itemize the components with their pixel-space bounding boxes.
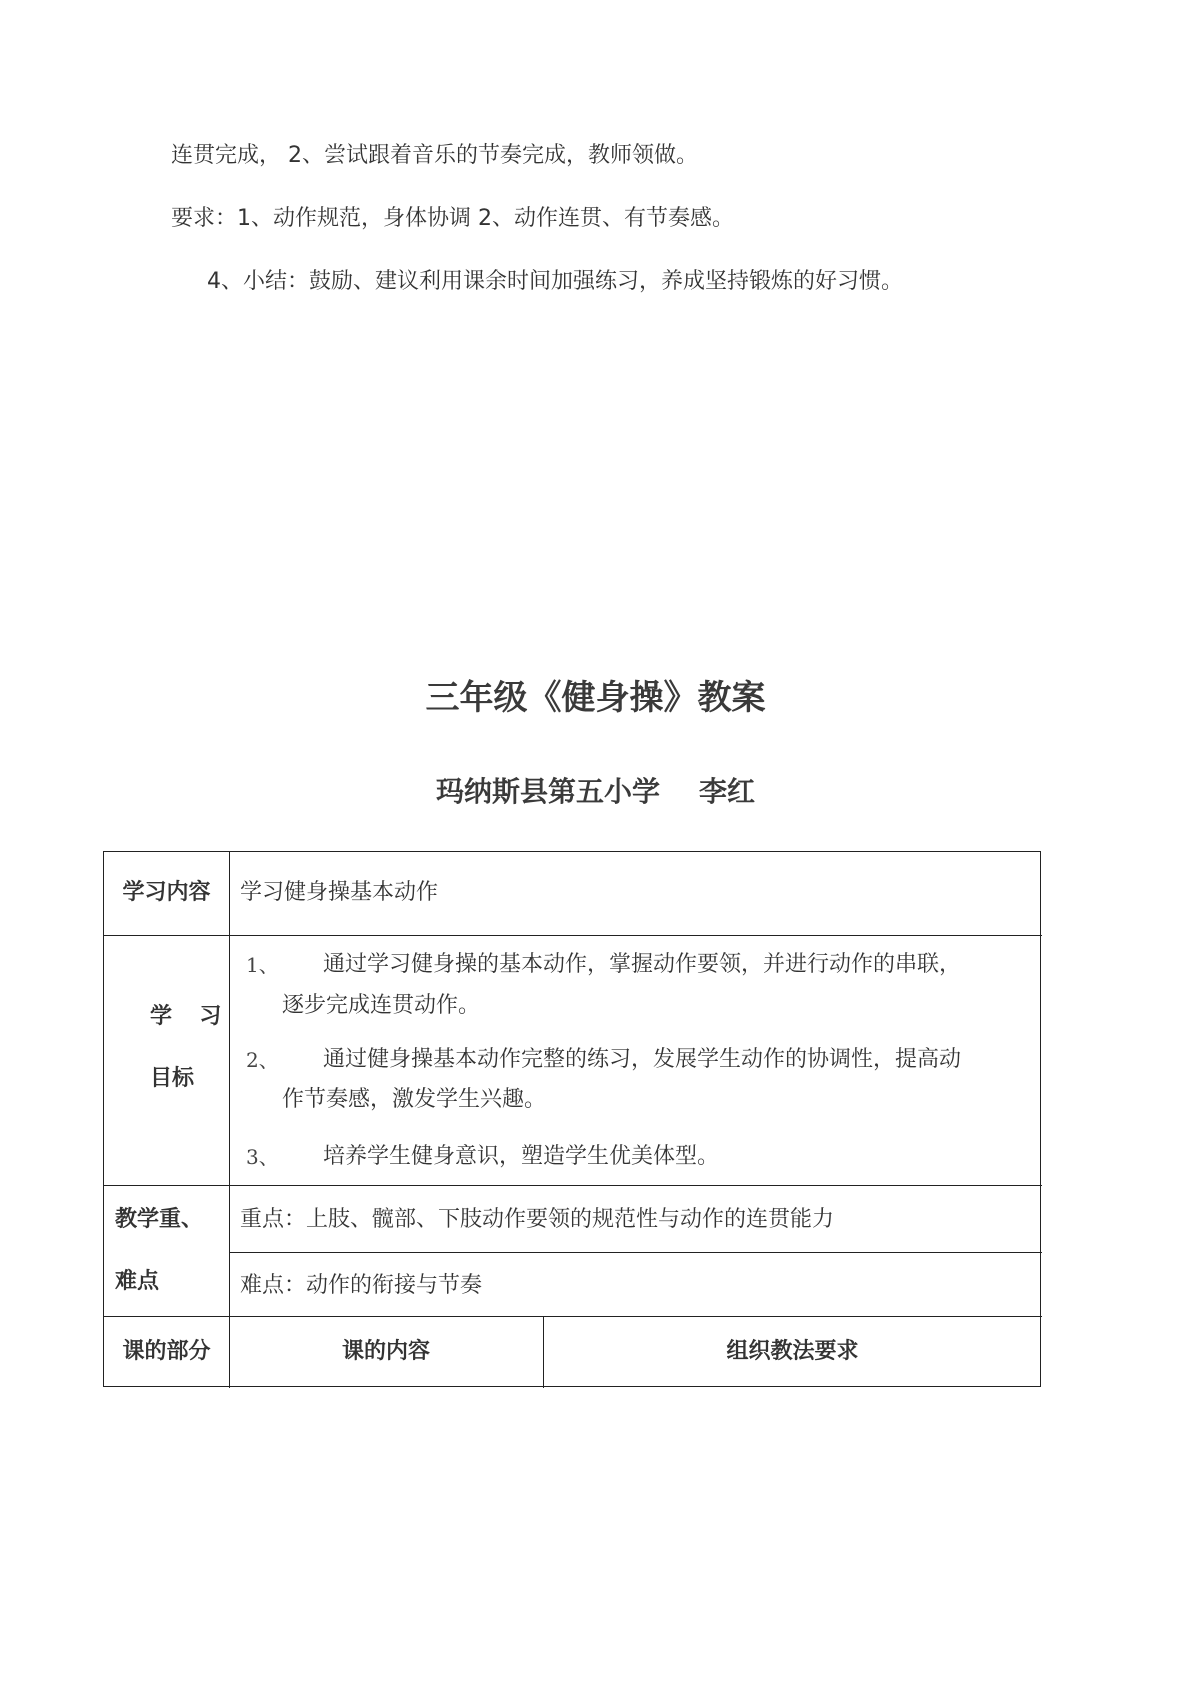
key-points-label-line-1: 教学重、 <box>115 1207 204 1232</box>
key-point-text: 重点：上肢、髋部、下肢动作要领的规范性与动作的连贯能力 <box>240 1207 835 1232</box>
lesson-plan-table <box>103 851 1041 1387</box>
content-label: 学习内容 <box>122 880 211 905</box>
paragraph-line-2: 要求：1、动作规范，身体协调 2、动作连贯、有节奏感。 <box>171 206 734 231</box>
goal-1-line-2: 逐步完成连贯动作。 <box>282 993 481 1018</box>
goals-label-line-2: 目标 <box>150 1066 195 1091</box>
goal-2-line-2: 作节奏感，激发学生兴趣。 <box>282 1087 547 1112</box>
paragraph-line-3: 4、小结：鼓励、建议利用课余时间加强练习，养成坚持锻炼的好习惯。 <box>207 269 903 294</box>
goal-number-1: 1、 <box>246 953 279 977</box>
key-points-label-line-2: 难点 <box>115 1269 160 1294</box>
goal-number-3: 3、 <box>246 1145 279 1169</box>
goal-2-line-1: 通过健身操基本动作完整的练习，发展学生动作的协调性，提高动 <box>323 1047 962 1072</box>
goal-1-line-1: 通过学习健身操的基本动作，掌握动作要领，并进行动作的串联， <box>323 952 962 977</box>
difficult-point-text: 难点：动作的衔接与节奏 <box>240 1273 483 1298</box>
paragraph-line-1: 连贯完成， 2、尝试跟着音乐的节奏完成，教师领做。 <box>171 143 698 168</box>
goal-3-line-1: 培养学生健身意识，塑造学生优美体型。 <box>323 1144 720 1169</box>
header-lesson-part: 课的部分 <box>122 1339 211 1364</box>
document-title: 三年级《健身操》教案 <box>425 678 766 718</box>
document-subtitle: 玛纳斯县第五小学 李红 <box>436 775 755 808</box>
content-value: 学习健身操基本动作 <box>240 880 439 905</box>
goals-label-line-1: 学 习 <box>150 1004 226 1029</box>
header-lesson-content: 课的内容 <box>341 1339 430 1364</box>
header-teaching-method: 组织教法要求 <box>726 1339 859 1364</box>
goal-number-2: 2、 <box>246 1048 279 1072</box>
